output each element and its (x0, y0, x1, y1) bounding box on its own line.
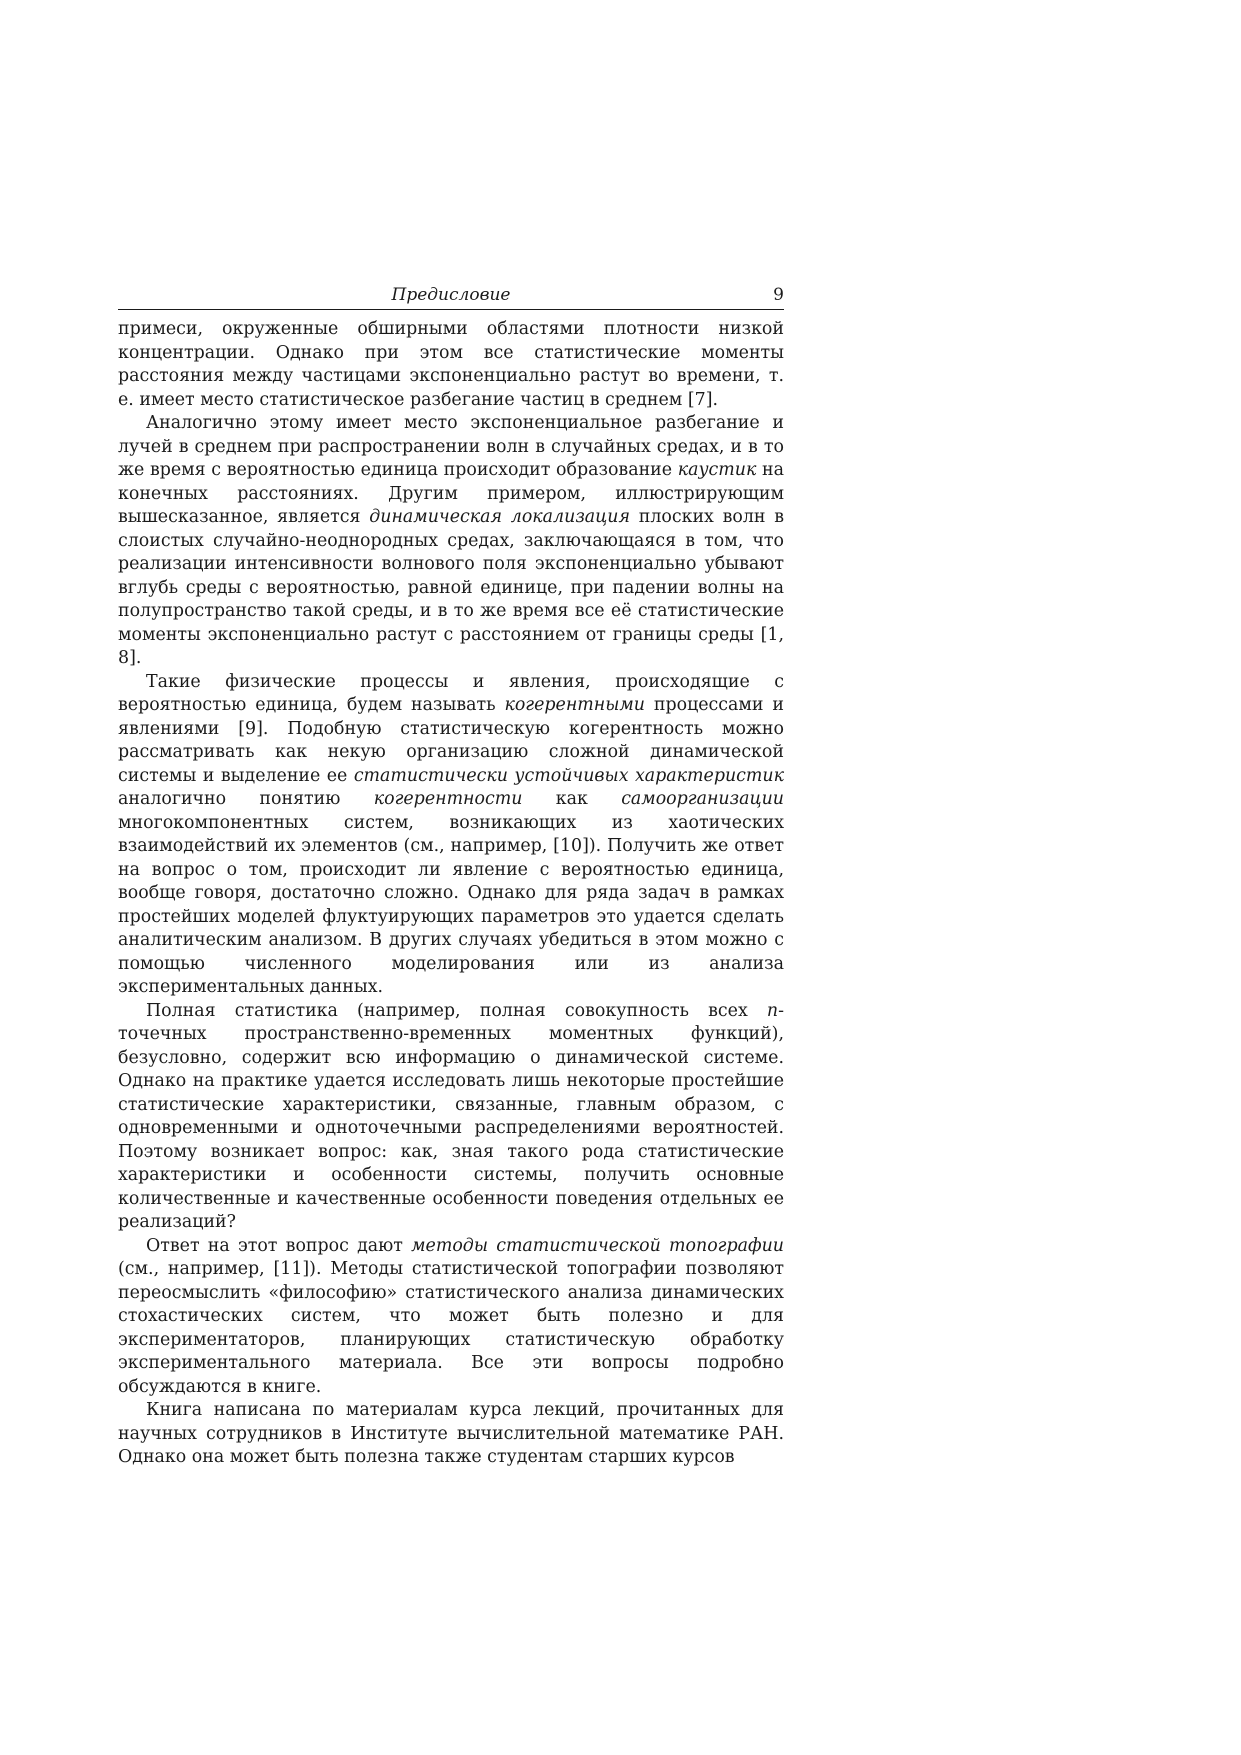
paragraph-text: Полная статистика (например, полная совокупность всех (146, 1000, 767, 1021)
running-title: Предисловие (391, 285, 511, 305)
emphasis-term: статистически устойчивых характеристик (353, 765, 784, 786)
paragraph-text: на конечных расстояниях. Другим примером, иллюстрирующим вышесказанное, является (118, 460, 784, 527)
paragraph-text: как (522, 789, 622, 809)
emphasis-term: каустик (677, 460, 757, 480)
paragraph-text: Аналогично этому имеет место экспоненциальное разбегание и лучей в среднем при распространении волн в случайных средах, и в то же время с вероятностью единица происходит образование (118, 413, 784, 480)
page-number: 9 (773, 285, 784, 305)
paragraph-3 (118, 671, 784, 1000)
emphasis-term: методы статистической топографии (411, 1235, 784, 1256)
running-head (118, 285, 784, 310)
paragraph-text: -точечных пространственно-временных моментных функций), безусловно, содержит всю информацию о динамической системе. Однако на практике удается исследовать лишь некоторые простейшие статистические характеристики, связанные, главным образом, с одновременными и одноточечными распределениями вероятностей. Поэтому возникает вопрос: как, зная такого рода статистические характеристики и особенности системы, получить основные количественные и качественные особенности поведения отдельных ее реализаций? (118, 1000, 784, 1232)
body-text (118, 318, 784, 1470)
emphasis-term: самоорганизации (621, 789, 784, 809)
paragraph-text: многокомпонентных систем, возникающих из хаотических взаимодействий их элементов (см., например, [10]). Получить же ответ на вопрос о том, происходит ли явление с вероятностью единица, вообще говоря, достаточно сложно. Однако для ряда задач в рамках простейших моделей флуктуирующих параметров это удается сделать аналитическим анализом. В других случаях убедиться в этом можно с помощью численного моделирования или из анализа экспериментальных данных. (118, 812, 784, 997)
paragraph-5 (118, 1235, 784, 1400)
emphasis-term: когерентности (373, 789, 523, 809)
paragraph-text: Такие физические процессы и явления, происходящие с вероятностью единица, будем называть (118, 671, 784, 715)
paragraph-text: примеси, окруженные обширными областями плотности низкой концентрации. Однако при этом все статистические моменты расстояния между частицами экспоненциально растут во времени, т. е. имеет место статистическое разбегание частиц в среднем [7]. (118, 319, 784, 410)
emphasis-term: когерентными (504, 695, 645, 715)
paragraph-text: плоских волн в слоистых случайно-неоднородных средах, заключающаяся в том, что реализации интенсивности волнового поля экспоненциально убывают вглубь среды с вероятностью, равной единице, при падении волны на полупространство такой среды, и в то же время все её статистические моменты экспоненциально растут с расстоянием от границы среды [1, 8]. (118, 507, 784, 668)
paragraph-text: процессами и явлениями [9]. Подобную статистическую когерентность можно рассматривать как некую организацию сложной динамической системы и выделение ее (118, 695, 784, 786)
paragraph-text: аналогично понятию (118, 789, 374, 809)
emphasis-term: динамическая локализация (369, 507, 631, 527)
book-page (118, 285, 784, 1470)
paragraph-4 (118, 1000, 784, 1235)
paragraph-1 (118, 318, 784, 412)
paragraph-2 (118, 412, 784, 671)
math-variable: n (766, 1000, 779, 1021)
paragraph-6 (118, 1399, 784, 1470)
paragraph-text: Книга написана по материалам курса лекций, прочитанных для научных сотрудников в Институте вычислительной математике РАН. Однако она может быть полезна также студентам старших курсов (118, 1400, 784, 1467)
paragraph-text: (см., например, [11]). Методы статистической топографии позволяют переосмыслить «философию» статистического анализа динамических стохастических систем, что может быть полезно и для экспериментаторов, планирующих статистическую обработку экспериментального материала. Все эти вопросы подробно обсуждаются в книге. (118, 1259, 784, 1397)
paragraph-text: Ответ на этот вопрос дают (146, 1235, 412, 1256)
